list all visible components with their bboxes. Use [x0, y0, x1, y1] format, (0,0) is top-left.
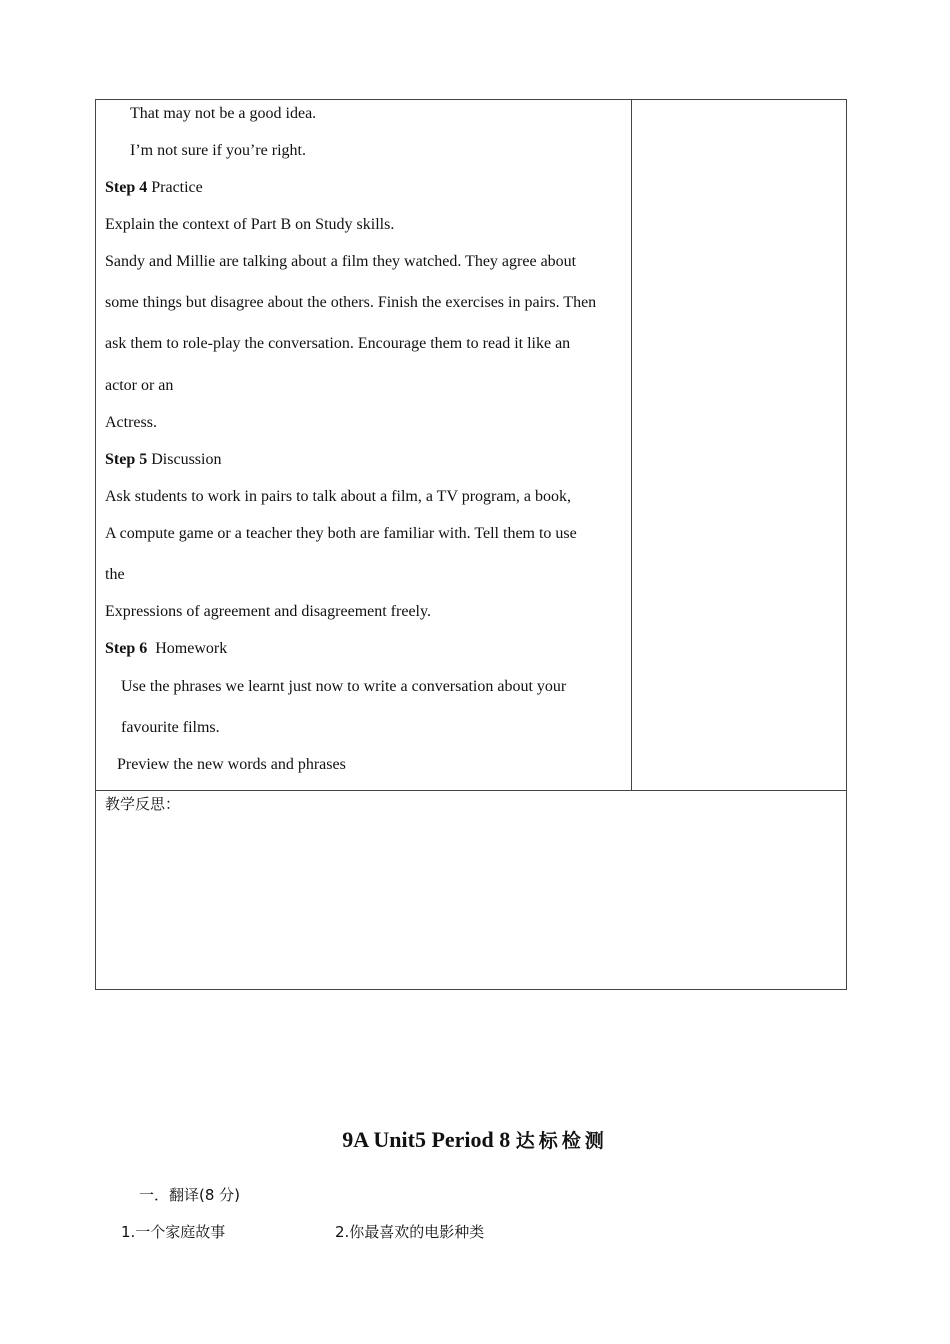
step4-line: Sandy and Millie are talking about a film they watched. They agree about	[105, 253, 577, 270]
step6-heading	[105, 639, 227, 659]
step-label: Step 4	[105, 179, 148, 196]
step-label: Step 5	[105, 451, 148, 468]
question-item: 1.一个家庭故事	[121, 1223, 226, 1241]
section-heading: 一．翻译(8 分)	[139, 1186, 241, 1204]
step4-line: Explain the context of Part B on Study skills.	[105, 216, 395, 233]
test-title	[0, 1126, 950, 1155]
step4-heading	[105, 178, 203, 198]
reflection-label: 教学反思：	[105, 795, 181, 813]
step-title: Discussion	[151, 451, 222, 468]
step-title: Practice	[151, 179, 203, 196]
step4-line: ask them to role-play the conversation. Encourage them to read it like an	[105, 335, 571, 352]
step6-line: favourite films.	[121, 719, 220, 736]
step5-heading	[105, 450, 221, 470]
step4-line: Actress.	[105, 414, 157, 431]
lesson-plan-table	[95, 99, 847, 990]
question-item: 2.你最喜欢的电影种类	[335, 1223, 485, 1241]
teaching-procedure-cell	[96, 100, 632, 790]
teaching-reflection-cell	[96, 790, 846, 989]
test-title-en: 9A Unit5 Period 8	[342, 1127, 511, 1152]
test-title-cn: 达标检测	[515, 1130, 608, 1152]
step4-line: some things but disagree about the others. Finish the exercises in pairs. Then	[105, 294, 597, 311]
step-label: Step 6	[105, 640, 148, 657]
step6-line: Use the phrases we learnt just now to write a conversation about your	[121, 678, 567, 695]
step5-line: Expressions of agreement and disagreement freely.	[105, 603, 431, 620]
step5-line: Ask students to work in pairs to talk about a film, a TV program, a book,	[105, 488, 572, 505]
expression-line: I’m not sure if you’re right.	[130, 142, 306, 159]
step6-line: Preview the new words and phrases	[117, 756, 346, 773]
step5-line: A compute game or a teacher they both are familiar with. Tell them to use	[105, 525, 577, 542]
step-title: Homework	[155, 640, 228, 657]
step5-line: the	[105, 566, 125, 583]
expression-line: That may not be a good idea.	[130, 105, 317, 122]
step4-line: actor or an	[105, 377, 174, 394]
